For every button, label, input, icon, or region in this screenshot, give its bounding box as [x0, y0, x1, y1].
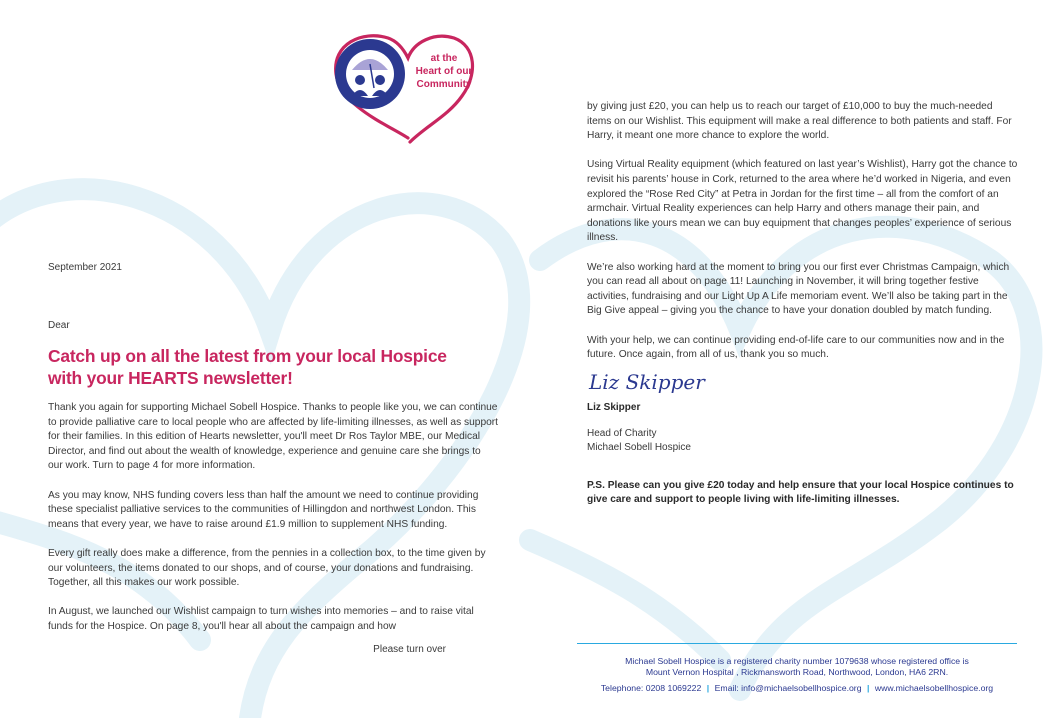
signer-title: Head of Charity — [587, 427, 657, 439]
footer-line-2: Mount Vernon Hospital , Rickmansworth Road, Northwood, London, HA6 2RN. — [645, 667, 949, 677]
paragraph: Every gift really does make a difference, from the pennies in a collection box, to the time given by our volunteers, the items donated to our shops, and of course, your donations and fundraising. Together, all this makes our work possible. — [48, 547, 486, 589]
footer-separator: | — [706, 683, 710, 693]
tagline-line: Community — [416, 79, 472, 90]
tagline-line: at the — [430, 53, 458, 64]
left-column — [48, 346, 498, 657]
please-turn-over: Please turn over — [373, 643, 446, 655]
paragraph: As you may know, NHS funding covers less than half the amount we need to continue providing these specialist palliative services to the communities of Hillingdon and northwest London. This means that every year, we have to raise around £1.9 million to supplement NHS funding. — [48, 489, 479, 530]
footer-line-1: Michael Sobell Hospice is a registered charity number 1079638 whose registered office is — [625, 656, 969, 666]
tagline-line: Heart of our — [415, 66, 473, 77]
footer-telephone: Telephone: 0208 1069222 — [600, 683, 702, 693]
headline-line-1: Catch up on all the latest from your local Hospice — [48, 346, 447, 366]
headline — [48, 346, 498, 389]
footer-separator: | — [866, 683, 870, 693]
footer-website-link[interactable]: www.michaelsobellhospice.org — [874, 683, 994, 693]
footer-email-link[interactable]: Email: info@michaelsobellhospice.org — [714, 683, 862, 693]
salutation: Dear — [48, 320, 70, 331]
right-body — [587, 100, 1019, 369]
signer-org: Michael Sobell Hospice — [587, 441, 691, 453]
paragraph: With your help, we can continue providing end-of-life care to our communities now and in the future. Once again, from all of us, thank you so much. — [587, 334, 1005, 361]
paragraph: Thank you again for supporting Michael Sobell Hospice. Thanks to people like you, we can continue to provide palliative care to local people who are affected by life-limiting illnesses, as well as support for their families. In this edition of Hearts newsletter, you'll meet Dr Ros Taylor MBE, our Medical Director, and find out about the wealth of knowledge, experience and genuine care she brings to our work. Turn to page 4 for more information. — [48, 402, 498, 472]
left-body — [48, 401, 498, 643]
paragraph: by giving just £20, you can help us to reach our target of £10,000 to buy the much-needed items on our Wishlist. This equipment will make a real difference to both patients and staff. For Harry, it meant one more chance to explore the world. — [587, 101, 1012, 142]
footer-registration — [577, 656, 1017, 678]
paragraph: In August, we launched our Wishlist campaign to turn wishes into memories – and to raise vital funds for the Hospice. On page 8, you'll hear all about the campaign and how — [48, 606, 474, 632]
paragraph: We’re also working hard at the moment to bring you our first ever Christmas Campaign, which you can read all about on page 11! Launching in November, it will bring together festive activities, fundraising and our Light Up A Life memoriam event. We’ll also be taking part in the Big Give appeal – giving you the chance to have your donation doubled by match funding. — [587, 261, 1010, 317]
footer-rule — [577, 643, 1017, 644]
signer-name: Liz Skipper — [587, 401, 641, 413]
right-heart-tail-watermark-icon — [530, 540, 720, 660]
headline-line-2: with your HEARTS newsletter! — [48, 367, 293, 388]
paragraph: Using Virtual Reality equipment (which featured on last year’s Wishlist), Harry got the chance to revisit his parents’ house in Cork, returned to the area where he’d worked in Nigeria, and even explored the “Rose Red City” at Petra in Jordan for the first time – all from the comfort of an armchair. Virtual Reality experiences can help Harry and others manage their pain, and donations like yours mean we can buy equipment that changes peoples’ experience of serious illness. — [587, 159, 1018, 244]
logo-tagline — [412, 52, 476, 91]
right-column — [587, 100, 1019, 508]
handwritten-signature: Liz Skipper — [589, 369, 705, 394]
letter-date: September 2021 — [48, 262, 122, 273]
postscript: P.S. Please can you give £20 today and help ensure that your local Hospice continues to give care and support to people living with life-limiting illnesses. — [587, 479, 1014, 506]
footer-contacts — [577, 683, 1017, 694]
logo — [330, 26, 480, 146]
